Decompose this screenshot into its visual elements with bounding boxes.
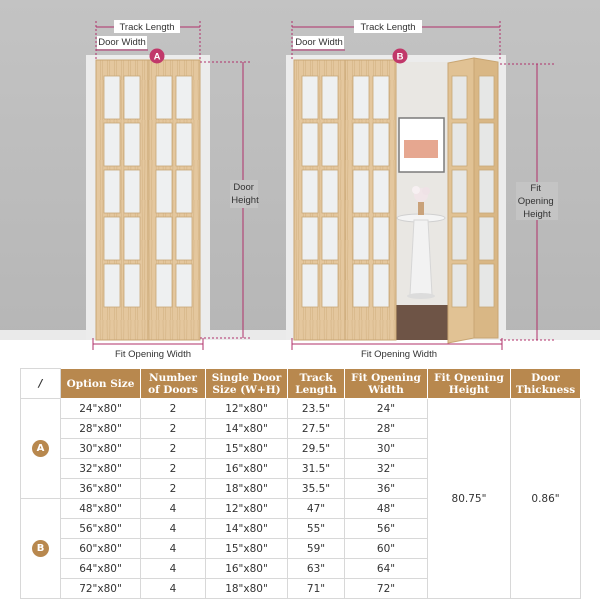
glass-pane xyxy=(452,217,467,260)
track-length-cell: 63" xyxy=(288,559,345,579)
glass-pane xyxy=(302,217,318,260)
svg-text:B: B xyxy=(396,51,404,63)
fit-opening-width-cell: 32" xyxy=(345,459,428,479)
wall-art-image xyxy=(404,140,438,158)
header-option-size: Option Size xyxy=(61,369,141,399)
track-length-cell: 71" xyxy=(288,579,345,599)
glass-pane xyxy=(124,264,140,307)
glass-pane xyxy=(479,217,494,260)
option-size-cell: 48"x80" xyxy=(61,499,141,519)
door-count-cell: 2 xyxy=(141,459,206,479)
door-count-cell: 4 xyxy=(141,499,206,519)
track-length-label-a: Track Length xyxy=(119,22,175,33)
glass-pane xyxy=(353,123,369,166)
glass-pane xyxy=(124,217,140,260)
glass-pane xyxy=(373,217,389,260)
header-single-door-size: Single Door Size (W+H) xyxy=(206,369,288,399)
single-door-size-cell: 12"x80" xyxy=(206,399,288,419)
glass-pane xyxy=(479,76,494,119)
option-size-cell: 60"x80" xyxy=(61,539,141,559)
glass-pane xyxy=(373,76,389,119)
group-a-badge: A xyxy=(32,440,49,457)
glass-pane xyxy=(156,264,172,307)
glass-pane xyxy=(479,170,494,213)
glass-pane xyxy=(373,123,389,166)
header-track-length: Track Length xyxy=(288,369,345,399)
door-count-cell: 2 xyxy=(141,399,206,419)
door-b xyxy=(294,58,498,343)
header-door-thickness: Door Thickness xyxy=(511,369,581,399)
door-count-cell: 2 xyxy=(141,419,206,439)
table-row xyxy=(21,399,581,419)
glass-pane xyxy=(322,170,338,213)
floor xyxy=(0,340,600,360)
glass-pane xyxy=(176,76,192,119)
group-b-cell xyxy=(21,499,61,599)
track-length-cell: 27.5" xyxy=(288,419,345,439)
glass-pane xyxy=(176,264,192,307)
fit-opening-width-cell: 24" xyxy=(345,399,428,419)
option-size-cell: 28"x80" xyxy=(61,419,141,439)
fit-opening-width-cell: 48" xyxy=(345,499,428,519)
single-door-size-cell: 18"x80" xyxy=(206,479,288,499)
glass-pane xyxy=(373,264,389,307)
option-size-cell: 30"x80" xyxy=(61,439,141,459)
header-fit-opening-width: Fit Opening Width xyxy=(345,369,428,399)
glass-pane xyxy=(124,170,140,213)
glass-pane xyxy=(176,123,192,166)
glass-pane xyxy=(373,170,389,213)
group-b-badge: B xyxy=(32,540,49,557)
track-length-cell: 35.5" xyxy=(288,479,345,499)
fit-opening-width-cell: 60" xyxy=(345,539,428,559)
single-door-size-cell: 14"x80" xyxy=(206,519,288,539)
glass-pane xyxy=(156,170,172,213)
single-door-size-cell: 16"x80" xyxy=(206,459,288,479)
glass-pane xyxy=(104,217,120,260)
fit-opening-height-label: Fit Opening Height xyxy=(517,183,554,220)
single-door-size-cell: 15"x80" xyxy=(206,539,288,559)
glass-pane xyxy=(104,123,120,166)
door-count-cell: 4 xyxy=(141,579,206,599)
room-floor xyxy=(396,305,448,340)
single-door-size-cell: 12"x80" xyxy=(206,499,288,519)
glass-pane xyxy=(479,264,494,307)
fit-opening-width-cell: 28" xyxy=(345,419,428,439)
glass-pane xyxy=(302,123,318,166)
glass-pane xyxy=(156,217,172,260)
glass-pane xyxy=(322,264,338,307)
single-door-size-cell: 15"x80" xyxy=(206,439,288,459)
glass-pane xyxy=(353,264,369,307)
glass-pane xyxy=(124,123,140,166)
track-length-label-b: Track Length xyxy=(360,22,416,33)
fit-opening-width-cell: 72" xyxy=(345,579,428,599)
glass-pane xyxy=(156,76,172,119)
track-length-cell: 55" xyxy=(288,519,345,539)
glass-pane xyxy=(322,76,338,119)
track-length-cell: 29.5" xyxy=(288,439,345,459)
fit-opening-width-cell: 30" xyxy=(345,439,428,459)
glass-pane xyxy=(104,264,120,307)
door-count-cell: 4 xyxy=(141,519,206,539)
glass-pane xyxy=(452,123,467,166)
fit-opening-width-cell: 36" xyxy=(345,479,428,499)
glass-pane xyxy=(176,217,192,260)
group-a-cell xyxy=(21,399,61,499)
fit-opening-width-cell: 64" xyxy=(345,559,428,579)
door-thickness-cell: 0.86" xyxy=(511,399,581,599)
corner-header: / xyxy=(21,369,61,399)
track-length-cell: 31.5" xyxy=(288,459,345,479)
glass-pane xyxy=(353,76,369,119)
glass-pane xyxy=(322,217,338,260)
door-height-label: Door Height xyxy=(231,182,259,206)
option-size-cell: 64"x80" xyxy=(61,559,141,579)
glass-pane xyxy=(302,170,318,213)
single-door-size-cell: 14"x80" xyxy=(206,419,288,439)
glass-pane xyxy=(124,76,140,119)
option-size-cell: 32"x80" xyxy=(61,459,141,479)
glass-pane xyxy=(452,264,467,307)
door-count-cell: 4 xyxy=(141,539,206,559)
glass-pane xyxy=(104,76,120,119)
door-count-cell: 2 xyxy=(141,479,206,499)
door-count-cell: 2 xyxy=(141,439,206,459)
glass-pane xyxy=(353,170,369,213)
glass-pane xyxy=(156,123,172,166)
fit-opening-width-label-a: Fit Opening Width xyxy=(114,349,192,360)
track-length-cell: 23.5" xyxy=(288,399,345,419)
glass-pane xyxy=(176,170,192,213)
glass-pane xyxy=(479,123,494,166)
glass-pane xyxy=(302,76,318,119)
option-size-cell: 36"x80" xyxy=(61,479,141,499)
fit-opening-width-label-b: Fit Opening Width xyxy=(360,349,438,360)
track-length-cell: 47" xyxy=(288,499,345,519)
glass-pane xyxy=(104,170,120,213)
size-spec-table xyxy=(20,368,581,599)
door-width-label-a: Door Width xyxy=(98,37,146,48)
option-b-marker xyxy=(393,49,408,64)
door-count-cell: 4 xyxy=(141,559,206,579)
header-fit-opening-height: Fit Opening Height xyxy=(428,369,511,399)
door-width-label-b: Door Width xyxy=(295,37,343,48)
option-a-marker xyxy=(150,49,165,64)
svg-text:A: A xyxy=(153,51,161,63)
door-a xyxy=(96,60,200,340)
option-size-cell: 72"x80" xyxy=(61,579,141,599)
option-size-cell: 24"x80" xyxy=(61,399,141,419)
single-door-size-cell: 18"x80" xyxy=(206,579,288,599)
fit-opening-height-cell: 80.75" xyxy=(428,399,511,599)
glass-pane xyxy=(353,217,369,260)
glass-pane xyxy=(452,76,467,119)
glass-pane xyxy=(322,123,338,166)
header-number-of-doors: Number of Doors xyxy=(141,369,206,399)
fit-opening-width-cell: 56" xyxy=(345,519,428,539)
glass-pane xyxy=(452,170,467,213)
option-size-cell: 56"x80" xyxy=(61,519,141,539)
table-header-row xyxy=(21,369,581,399)
track-length-cell: 59" xyxy=(288,539,345,559)
single-door-size-cell: 16"x80" xyxy=(206,559,288,579)
glass-pane xyxy=(302,264,318,307)
